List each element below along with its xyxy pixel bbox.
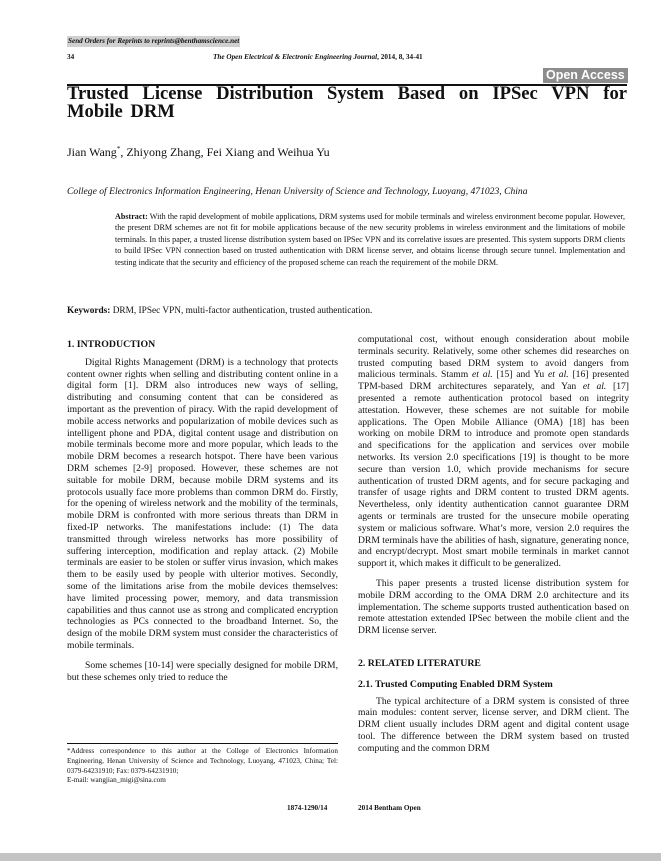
copyright: 2014 Bentham Open <box>358 804 421 812</box>
keywords-label: Keywords: <box>67 306 111 316</box>
et-al: et al. <box>548 369 569 381</box>
abstract <box>115 211 625 268</box>
text-run: [15] and Yu <box>492 369 549 381</box>
author-corresponding: Jian Wang <box>67 145 117 159</box>
intro-paragraph-continued <box>358 334 629 570</box>
et-al: et al. <box>582 381 607 393</box>
intro-paragraph-1: Digital Rights Management (DRM) is a technology that protects content owner rights when selling and distributing content online in a digital form [1]. DRM also introduces new ways of selling, distributing and consuming content that can be considered as important as the prevention of piracy. With the rapid development of mobile access networks and popularization of mobile devices such as intelligent phone and PDA, digital content usage and distribution on mobile terminals become more and more popular, which leads to the mobile DRM becomes a research hotspot. There have been various DRM schemes [2-9] proposed. However, these schemes are not suitable for mobile DRM, because mobile DRM systems and its protocols usually face more problems than common DRM do. Firstly, for the opening of wireless network and the mobility of the terminals, mobile DRM is confronted with more serious threats than DRM in fixed-IP networks. The manifestations include: (1) The data transmitted through wireless networks has more possibility of suffering interception, modification and replay attack. (2) Mobile terminals are easier to be stolen or suffer virus invasion, which makes them to be easily used by people with ulterior motives. Secondly, some of the limitations arise from the mobile devices themselves: have limited processing power, memory, and data transmission capabilities and thus cannot use as strong and complicated encryption technologies as PCs connected to the broadband Internet. So, the design of the mobile DRM system must consider the characteristics of mobile terminals. <box>67 356 338 651</box>
article-title: Trusted License Distribution System Based on IPSec VPN for Mobile DRM <box>67 83 627 122</box>
page-number: 34 <box>67 53 75 61</box>
text-run: computational cost, without enough consideration about mobile terminals security. Relatively, some other schemes did researches on trusted computing based DRM system to avoid dangers from malicious terminals. Stamm <box>358 334 629 381</box>
reprints-notice: Send Orders for Reprints to reprints@benthamscience.net <box>68 37 240 45</box>
footnote-address: *Address correspondence to this author at the College of Electronics Information Engineering, Henan University of Science and Technology, Luoyang, 471023, China; Tel: 0379-64231910; Fax: 0379-64231910; <box>67 747 338 775</box>
viewer-bottom-edge <box>0 853 661 861</box>
open-access-badge: Open Access <box>543 68 628 83</box>
text-run: [16] presented TPM-based DRM architectures separately, and Yan <box>358 369 630 393</box>
keywords-text: DRM, IPSec VPN, multi-factor authentication, trusted authentication. <box>112 306 373 316</box>
author-others: , Zhiyong Zhang, Fei Xiang and Weihua Yu <box>120 145 330 159</box>
section-heading-introduction: 1. INTRODUCTION <box>67 339 156 350</box>
related-paragraph-1: The typical architecture of a DRM system is consisted of three main modules: content server, license server, and DRM client. The DRM client usually includes DRM agent and digital content usage tool. The difference between the DRM system based on trusted computing and the common DRM <box>358 695 629 754</box>
text-run: [17] presented a remote authentication protocol based on integrity attestation. However, these schemes are not suitable for mobile applications. The Open Mobile Alliance (OMA) [18] has been working on mobile DRM to introduce and promote open standards and specifications for the application and services over mobile networks. Its version 2.0 specifications [19] is thought to be more secure than version 1.0, which provide mechanisms for secure authentication of trusted DRM agents, and for secure packaging and transfer of usage rights and DRM content to trusted DRM agents. Nevertheless, only identity authentication cannot guarantee DRM agents or terminals are trusted for the unsecure mobile operating system or malicious software. What’s more, version 2.0 requires the DRM terminals have the abilities of hash, signature, generating nonce, and encrypt/decrypt. Most smart mobile terminals in market cannot support it, which makes it difficult to be generalized. <box>358 381 630 570</box>
issn: 1874-1290/14 <box>287 804 328 812</box>
subsection-heading-trusted-computing: 2.1. Trusted Computing Enabled DRM System <box>358 678 553 690</box>
right-column <box>358 334 629 755</box>
intro-paragraph-2: Some schemes [10-14] were specially designed for mobile DRM, but these schemes only tried to reduce the <box>67 659 338 683</box>
journal-citation <box>213 53 423 61</box>
left-column <box>67 339 338 683</box>
correspondence-footnote <box>67 747 338 786</box>
journal-volume: , 2014, 8, 34-41 <box>377 53 423 61</box>
et-al: et al. <box>472 369 493 381</box>
section-heading-related-literature: 2. RELATED LITERATURE <box>358 657 481 669</box>
affiliation: College of Electronics Information Engineering, Henan University of Science and Technology, Luoyang, 471023, China <box>67 186 528 197</box>
author-list <box>67 145 330 160</box>
journal-name: The Open Electrical & Electronic Engineering Journal <box>213 53 378 61</box>
abstract-text: With the rapid development of mobile applications, DRM systems used for mobile terminals and wireless environment become popular. However, the present DRM schemes are not fit for mobile applications because of the new security problems in wireless environment and the limitations of mobile terminals. In this paper, a trusted license distribution system based on IPSec VPN and its correlative issues are presented. This system supports DRM clients to build IPSec VPN connection based on trusted authentication with DRM license server, and obtains license through secure tunnel. Implementation and testing indicate that the security and efficiency of the proposed scheme can reach the requirement of the mobile DRM. <box>115 212 625 267</box>
keywords <box>67 306 372 316</box>
intro-paragraph-3: This paper presents a trusted license distribution system for mobile DRM according to the OMA DRM 2.0 architecture and its implementation. The scheme supports trusted authentication based on remote attestation extended IPSec between the mobile client and the DRM license server. <box>358 577 629 637</box>
footnote-rule <box>67 743 338 744</box>
abstract-label: Abstract: <box>115 212 148 221</box>
footnote-email: E-mail: wangjian_migi@sina.com <box>67 776 166 785</box>
corresponding-mark: * <box>116 145 121 153</box>
